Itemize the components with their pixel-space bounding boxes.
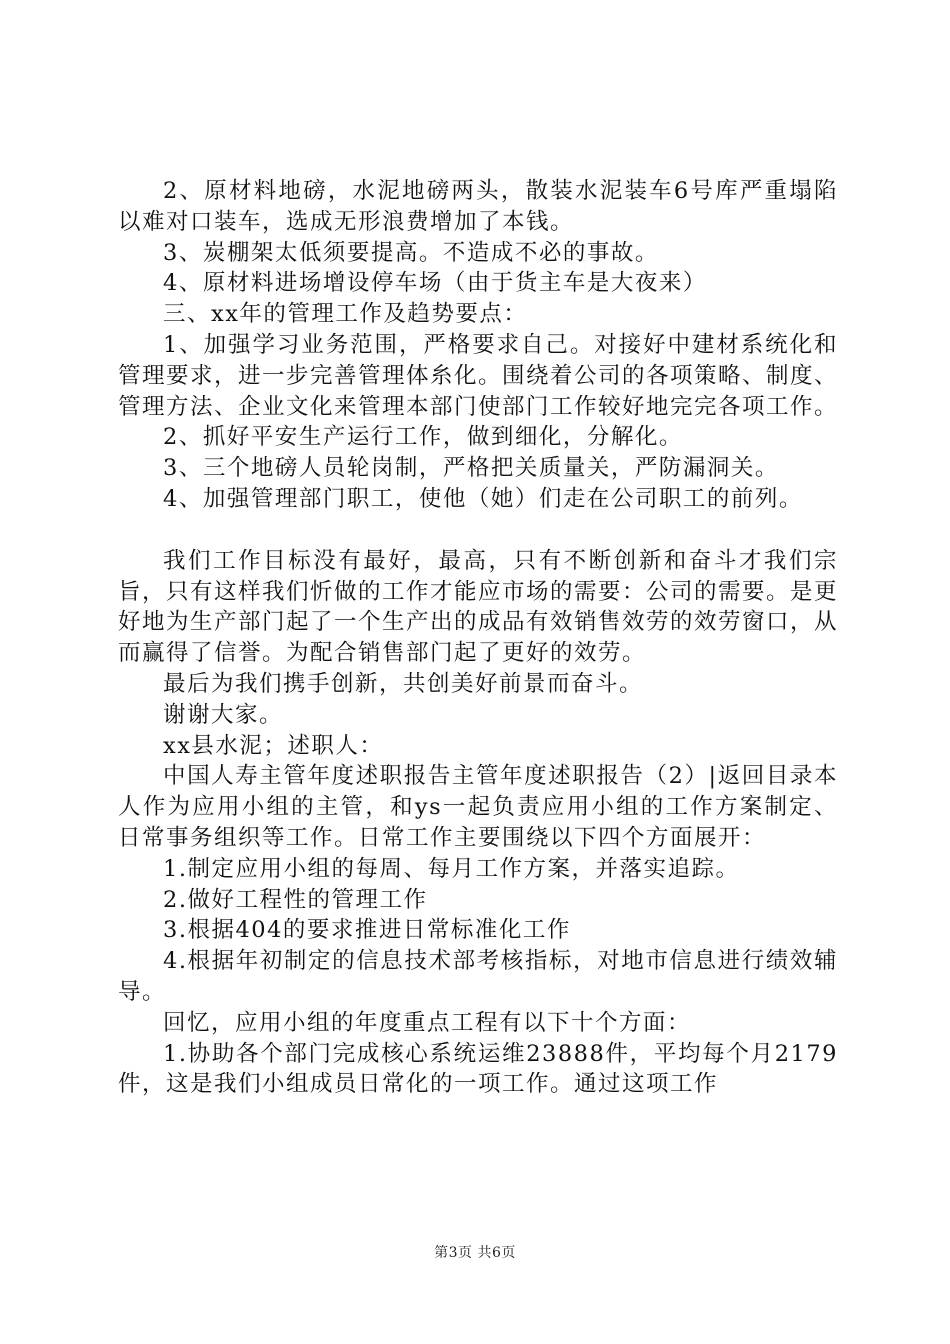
paragraph-3: 4、原材料进场增设停车场（由于货主车是大夜来） — [163, 270, 707, 297]
paragraph-11: 谢谢大家。 — [163, 701, 284, 728]
paragraph-16: 3.根据404的要求推进日常标准化工作 — [163, 917, 571, 944]
paragraph-13: 中国人寿主管年度述职报告主管年度述职报告（2）|返回目录本人作为应用小组的主管，和ys一起负责应用小组的工作方案制定、日常事务组织等工作。日常工作主要围绕以下四个方面展开： — [118, 763, 838, 851]
paragraph-7: 3、三个地磅人员轮岗制，严格把关质量关，严防漏洞关。 — [163, 455, 779, 482]
paragraph-5: 1、加强学习业务范围，严格要求自己。对接好中建材系统化和管理要求，进一步完善管理体糸化。围绕着公司的各项策略、制度、管理方法、企业文化来管理本部门使部门工作较好地完完各项工作。 — [118, 331, 839, 420]
paragraph-18: 回忆，应用小组的年度重点工程有以下十个方面： — [163, 1009, 692, 1036]
paragraph-14: 1.制定应用小组的每周、每月工作方案，并落实追踪。 — [163, 855, 740, 882]
signature-line: xx县水泥；述职人： — [163, 732, 384, 759]
paragraph-9: 我们工作目标没有最好，最高，只有不断创新和奋斗才我们宗旨，只有这样我们忻做的工作才能应市场的需要：公司的需要。是更好地为生产部门起了一个生产出的成品有效销售效劳的效劳窗口，从而赢得了信誉。为配合销售部门起了更好的效劳。 — [118, 547, 839, 667]
paragraph-2: 3、炭棚架太低须要提高。不造成不必的事故。 — [163, 239, 659, 266]
paragraph-15: 2.做好工程性的管理工作 — [163, 886, 428, 913]
paragraph-19: 1.协助各个部门完成核心系统运维23888件，平均每个月2179件，这是我们小组成员日常化的一项工作。通过这项工作 — [118, 1040, 838, 1098]
document-body — [118, 176, 838, 1100]
section-heading-3: 三、xx年的管理工作及趋势要点： — [163, 301, 528, 328]
paragraph-6: 2、抓好平安生产运行工作，做到细化，分解化。 — [163, 424, 683, 451]
paragraph-8: 4、加强管理部门职工，使他（她）们走在公司职工的前列。 — [163, 485, 803, 512]
paragraph-17: 4.根据年初制定的信息技术部考核指标，对地市信息进行绩效辅导。 — [118, 948, 838, 1005]
page-footer: 第3页 共6页 — [434, 1245, 516, 1261]
paragraph-10: 最后为我们携手创新，共创美好前景而奋斗。 — [163, 670, 644, 697]
paragraph-1: 2、原材料地磅，水泥地磅两头，散装水泥装车6号库严重塌陷以难对口装车，选成无形浪费增加了本钱。 — [118, 178, 838, 235]
